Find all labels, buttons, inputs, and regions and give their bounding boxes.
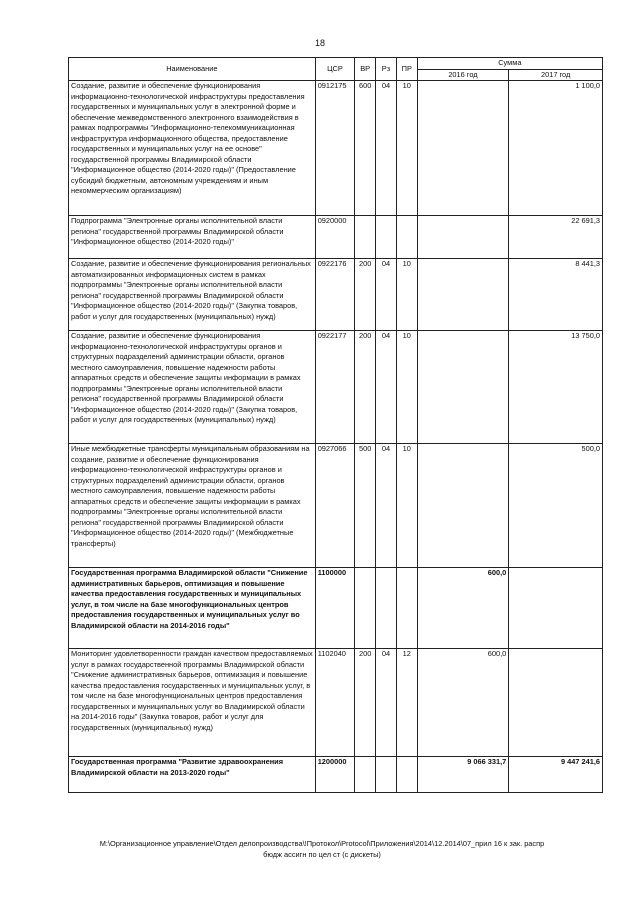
- row-rz-cell: 04: [376, 649, 397, 757]
- row-name-cell: Создание, развитие и обеспечение функционирования информационно-технологической инфраструктуры предоставления государственных и муниципальных услуг в электронной форме и обеспечение межведомственного электронного взаимодействия в рамках подпрограммы "Информационно-телекоммуникационная инфраструктура информационного общества, предоставление государственных и муниципальных услуг на ее основе" государственной программы Владимирской области "Информационное общество (2014-2020 годы)" (Предоставление субсидий бюджетным, автономным учреждениям и иным некоммерческим организациям): [69, 81, 316, 216]
- row-csr-cell: 0922177: [315, 331, 355, 444]
- row-2017-cell: 500,0: [509, 444, 603, 568]
- row-2016-cell: 600,0: [417, 649, 509, 757]
- row-name-cell: Подпрограмма "Электронные органы исполнительной власти региона" государственной программы Владимирской области "Информационное общество (2014-2020 годы)": [69, 216, 316, 259]
- row-name-cell: Создание, развитие и обеспечение функционирования информационно-технологической инфраструктуры органов и структурных подразделений администрации области, органов местного самоуправления, повышение надежности работы аппаратных средств и обеспечение защиты информации в рамках подпрограммы "Электронные органы исполнительной власти региона" государственной программы Владимирской области "Информационное общество (2014-2020 годы)" (Закупка товаров, работ и услуг для государственных (муниципальных) нужд): [69, 331, 316, 444]
- table-header: [69, 58, 603, 81]
- row-csr-cell: 0922176: [315, 259, 355, 331]
- row-csr-cell: 0920000: [315, 216, 355, 259]
- row-rz-cell: 04: [376, 81, 397, 216]
- row-pr-cell: 12: [396, 649, 417, 757]
- row-2017-cell: 9 447 241,6: [509, 757, 603, 793]
- row-rz-cell: [376, 757, 397, 793]
- row-rz-cell: 04: [376, 259, 397, 331]
- row-2016-cell: 9 066 331,7: [417, 757, 509, 793]
- row-name-cell: Государственная программа Владимирской области "Снижение административных барьеров, оптимизация и повышение качества предоставления государственных и муниципальных услуг, в том числе на базе многофункциональных центров предоставления государственных и муниципальных услуг во Владимирской области на 2014-2016 годы": [69, 568, 316, 649]
- footer-line-1: M:\Организационное управление\Отдел делопроизводства\!Протокол\Protocol\Приложения\2014\12.2014\07_прил 16 к зак. распр: [99, 839, 545, 848]
- row-2017-cell: 13 750,0: [509, 331, 603, 444]
- row-2016-cell: 600,0: [417, 568, 509, 649]
- row-rz-cell: 04: [376, 331, 397, 444]
- header-pr: ПР: [396, 58, 417, 81]
- table-row: [69, 81, 603, 216]
- row-2016-cell: [417, 81, 509, 216]
- row-2016-cell: [417, 444, 509, 568]
- row-csr-cell: 0927066: [315, 444, 355, 568]
- row-2017-cell: 22 691,3: [509, 216, 603, 259]
- row-name-cell: Государственная программа "Развитие здравоохранения Владимирской области на 2013-2020 годы": [69, 757, 316, 793]
- table-row: [69, 757, 603, 793]
- row-vr-cell: [355, 757, 376, 793]
- row-csr-cell: 1102040: [315, 649, 355, 757]
- table-row: [69, 444, 603, 568]
- row-vr-cell: 200: [355, 259, 376, 331]
- row-2017-cell: 8 441,3: [509, 259, 603, 331]
- budget-table: [68, 57, 603, 793]
- row-csr-cell: 1100000: [315, 568, 355, 649]
- row-pr-cell: 10: [396, 331, 417, 444]
- table-row: [69, 216, 603, 259]
- row-2016-cell: [417, 216, 509, 259]
- row-vr-cell: [355, 216, 376, 259]
- row-pr-cell: [396, 216, 417, 259]
- page-number: 18: [314, 38, 325, 48]
- row-vr-cell: 500: [355, 444, 376, 568]
- row-name-cell: Иные межбюджетные трансферты муниципальным образованиям на создание, развитие и обеспечение функционирования информационно-технологической инфраструктуры органов и структурных подразделений администрации области, органов местного самоуправления, повышение надежности работы аппаратных средств и обеспечение защиты информации в рамках подпрограммы "Электронные органы исполнительной власти региона" государственной программы Владимирской области "Информационное общество (2014-2020 годы)" (Межбюджетные трансферты): [69, 444, 316, 568]
- row-2017-cell: 1 100,0: [509, 81, 603, 216]
- table-row: [69, 331, 603, 444]
- row-vr-cell: 200: [355, 649, 376, 757]
- row-2016-cell: [417, 331, 509, 444]
- row-rz-cell: [376, 568, 397, 649]
- footer-line-2: бюдж ассигн по цел ст (с дискеты): [263, 850, 381, 859]
- header-csr: ЦСР: [315, 58, 355, 81]
- row-pr-cell: 10: [396, 444, 417, 568]
- table-body: [69, 81, 603, 793]
- row-2016-cell: [417, 259, 509, 331]
- table-row: [69, 649, 603, 757]
- row-csr-cell: 0912175: [315, 81, 355, 216]
- table-row: [69, 259, 603, 331]
- row-vr-cell: 600: [355, 81, 376, 216]
- row-pr-cell: 10: [396, 81, 417, 216]
- table-row: [69, 568, 603, 649]
- header-vr: ВР: [355, 58, 376, 81]
- row-2017-cell: [509, 568, 603, 649]
- row-pr-cell: [396, 568, 417, 649]
- row-2017-cell: [509, 649, 603, 757]
- header-2017: 2017 год: [509, 69, 603, 81]
- row-name-cell: Мониторинг удовлетворенности граждан качеством предоставляемых услуг в рамках государственной программы Владимирской области "Снижение административных барьеров, оптимизация и повышение качества предоставления государственных и муниципальных услуг, в том числе на базе многофункциональных центров предоставления государственных и муниципальных услуг во Владимирской области на 2014-2016 годы" (Закупка товаров, работ и услуг для государственных (муниципальных) нужд): [69, 649, 316, 757]
- file-path-footer: [62, 838, 582, 860]
- row-vr-cell: [355, 568, 376, 649]
- row-csr-cell: 1200000: [315, 757, 355, 793]
- row-pr-cell: [396, 757, 417, 793]
- row-pr-cell: 10: [396, 259, 417, 331]
- header-sum: Сумма: [417, 58, 602, 70]
- row-rz-cell: [376, 216, 397, 259]
- row-name-cell: Создание, развитие и обеспечение функционирования региональных автоматизированных информационных систем в рамках подпрограммы "Электронные органы исполнительной власти региона" государственной программы Владимирской области "Информационное общество (2014-2020 годы)" (Закупка товаров, работ и услуг для государственных (муниципальных) нужд): [69, 259, 316, 331]
- row-rz-cell: 04: [376, 444, 397, 568]
- header-name: Наименование: [69, 58, 316, 81]
- header-2016: 2016 год: [417, 69, 509, 81]
- row-vr-cell: 200: [355, 331, 376, 444]
- header-rz: Рз: [376, 58, 397, 81]
